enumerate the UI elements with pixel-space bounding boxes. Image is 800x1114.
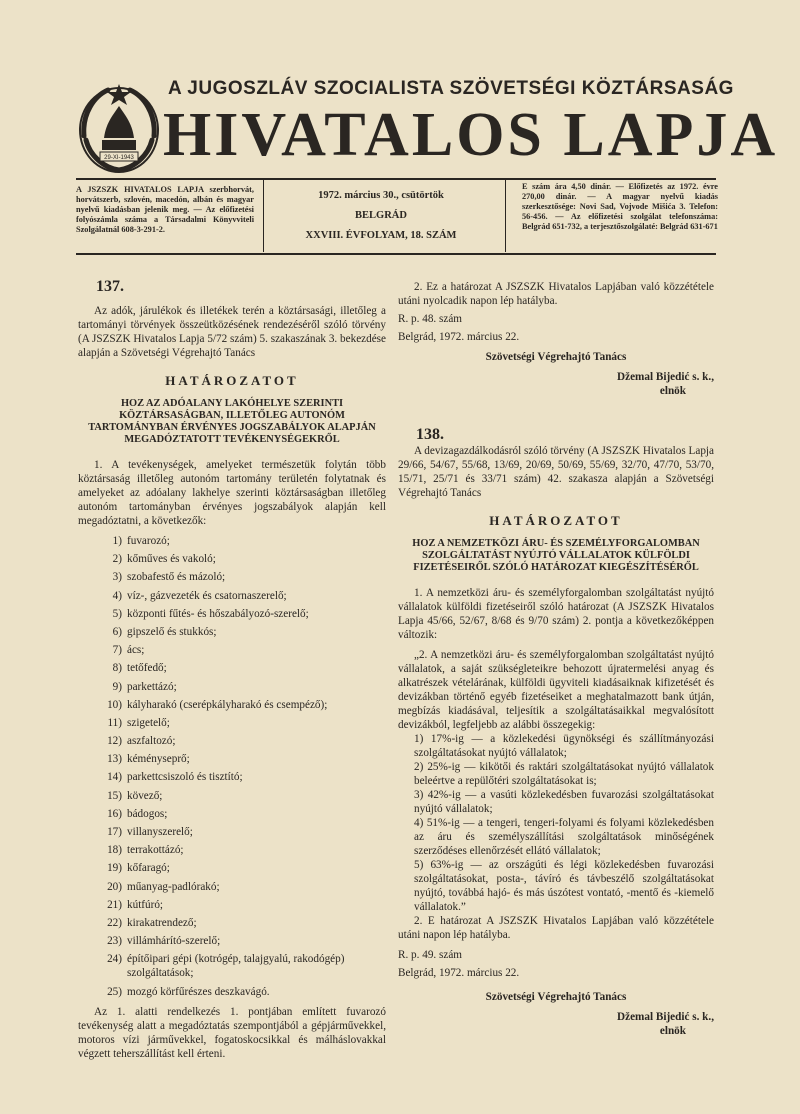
activity-item (78, 752, 386, 766)
activity-item-text: központi fűtés- és hőszabályozó-szerelő; (127, 607, 309, 620)
activity-item-text: szobafestő és mázoló; (127, 571, 226, 584)
decision-138-council: Szövetségi Végrehajtó Tanács (485, 991, 627, 1003)
decision-137-signer: Džemal Bijedić s. k., (617, 371, 714, 383)
decision-138-ref: R. p. 49. szám (398, 949, 463, 961)
masthead-title: HIVATALOS LAPJA (163, 101, 779, 169)
activity-item (78, 661, 386, 675)
activity-item-number: 15) (107, 789, 122, 802)
activity-item-text: kútfúró; (127, 898, 164, 911)
activity-item (78, 825, 386, 839)
decision-138-paragraph-2: „2. A nemzetközi áru- és személyforgalomban szolgáltatást nyújtó vállalatok, a saját szükségleteikre behozott újratermelési anyag és alkatrészek vételárának, külföldi ügyviteli kiadásaiknak kifizetését és devizákban történő egyéb fizetéseiket a meghatalmazott bank útján, megbízás kiadásával, teljesítik a szolgáltatásaikkal megvalósított devizákból, legfeljebb az alábbi összegekig: (398, 649, 714, 731)
activity-item (78, 952, 386, 980)
activity-item-number: 6) (112, 625, 122, 638)
left-column (78, 280, 386, 1061)
activity-item (78, 843, 386, 857)
activity-item-text: ács; (127, 644, 145, 657)
activity-item-text: tetőfedő; (127, 662, 167, 675)
activity-item-number: 2) (112, 553, 122, 566)
decision-paragraph-2: Az 1. alatti rendelkezés 1. pontjában említett fuvarozó tevékenység alatt a megadóztatás szempontjából a gépjárművekkel, motoros vízi járművekkel, fogatoskocsikkal és málháslovakkal végzett teherszállítást kell érteni. (78, 1005, 386, 1060)
header-rule-top (76, 178, 716, 180)
activity-item (78, 534, 386, 548)
activity-item-number: 17) (107, 826, 122, 838)
right-column (398, 280, 714, 1038)
activity-item-text: mozgó körfűrészes deszkavágó. (127, 985, 270, 998)
activity-item (78, 698, 386, 712)
activity-item (78, 680, 386, 694)
state-emblem-icon (76, 78, 162, 176)
emblem-banner: 29-XI-1943 (104, 155, 134, 161)
rate-item: 3) 42%-ig — a vasúti közlekedésben fuvarozási szolgáltatásokat nyújtó vállalatok; (414, 789, 714, 815)
activity-item-number: 13) (107, 753, 122, 766)
activity-item-number: 12) (107, 735, 122, 748)
activity-item-number: 16) (107, 807, 122, 820)
header-issue-block (266, 186, 496, 246)
activity-item-text: szigetelő; (127, 716, 170, 729)
activity-item-number: 21) (107, 898, 122, 911)
activity-item (78, 589, 386, 603)
rate-list (398, 732, 714, 914)
activity-item (78, 880, 386, 894)
activity-item-number: 20) (107, 880, 122, 893)
activity-item (78, 789, 386, 803)
activity-item (78, 625, 386, 639)
header-price-info: E szám ára 4,50 dinár. — Előfizetés az 1972. évre 270,00 dinár. — A magyar nyelvű kiadás szerkesztősége: Novi Sad, Vojvode Mišića 3. Telefon: 56-456. — Az előfizetési szolgálat telefonszáma: Belgrád 651-732, a terjesztőszolgálaté: Belgrád 631-671 (522, 182, 718, 231)
activity-item-text: parkettcsiszoló és tisztító; (127, 771, 243, 784)
header-divider-right (505, 180, 506, 252)
activity-item-text: villámhárító-szerelő; (127, 935, 221, 948)
activity-item-number: 18) (107, 844, 122, 857)
issue-date: 1972. március 30., csütörtök (318, 190, 444, 201)
decision-paragraph-1: 1. A tevékenységek, amelyeket természetük folytán több köztársaság illetőleg autonóm tartomány területén folytatnak és amelyeket az adóalany lakhelye szerinti köztársaságban illetőleg autonóm tartományban érvényes jogszabályok alapján kell megadóztatni, a következők: (78, 459, 386, 527)
activity-item-number: 4) (112, 589, 122, 602)
activity-item-number: 5) (112, 607, 122, 620)
decision-138-subtitle: HOZ A NEMZETKÖZI ÁRU- ÉS SZEMÉLYFORGALOMBAN SZOLGÁLTATÁST NYÚJTÓ VÁLLALATOK KÜLFÖLDI FIZETÉSEIRŐL SZÓLÓ HATÁROZAT KIEGÉSZÍTÉSÉRŐL (412, 538, 700, 573)
activity-item-text: kőműves és vakoló; (127, 553, 216, 566)
decision-intro: Az adók, járulékok és illetékek terén a köztársasági, illetőleg a tartományi törvények összeütközésének rendezéséről szóló törvény (A JSZSZK Hivatalos Lapja 5/72 szám) 5. szakaszának 3. bekezdése alapján a Szövetségi Végrehajtó Tanács (78, 305, 386, 359)
activity-item (78, 716, 386, 730)
decision-subtitle: HOZ AZ ADÓALANY LAKÓHELYE SZERINTI KÖZTÁRSASÁGBAN, ILLETŐLEG AUTONÓM TARTOMÁNYBAN ÉRVÉNYES JOGSZABÁLYOK ALAPJÁN MEGADÓZTATOTT TEVÉKENYSÉGEKRŐL (88, 398, 376, 445)
decision-138-intro: A devizagazdálkodásról szóló törvény (A JSZSZK Hivatalos Lapja 29/66, 54/67, 55/68, 13/69, 20/69, 50/69, 55/69, 32/70, 47/70, 53/70, 15/71, 25/71 és 33/71 szám) 42. szakasza alapján a Szövetségi Végrehajtó Tanács (398, 445, 714, 499)
activity-item (78, 807, 386, 821)
activity-item (78, 916, 386, 930)
activity-item-number: 10) (107, 698, 122, 711)
activity-item-number: 8) (112, 662, 122, 675)
activity-item (78, 985, 386, 999)
activity-item-text: parkettázó; (127, 680, 177, 693)
activity-item-text: villanyszerelő; (127, 826, 193, 838)
activity-list (78, 534, 386, 999)
activity-item (78, 734, 386, 748)
activity-item-number: 3) (112, 571, 122, 584)
activity-item (78, 643, 386, 657)
activity-item-number: 22) (107, 916, 122, 929)
activity-item-text: építőipari gépi (kotrógép, talajgyalú, rakodógép) szolgáltatások; (127, 953, 345, 980)
activity-item-text: gipszelő és stukkós; (127, 625, 217, 638)
decision-heading: HATÁROZATOT (165, 373, 299, 388)
activity-item-number: 1) (112, 535, 122, 547)
activity-item-text: terrakottázó; (127, 844, 184, 857)
activity-item-text: kőfaragó; (127, 862, 170, 875)
decision-138-paragraph-1: 1. A nemzetközi áru- és személyforgalomban szolgáltatást nyújtó vállalatok külföldi fizetéseiről szóló határozat (A JSZSZK Hivatalos Lapja 45/66, 52/67, 8/68 és 9/70 szám) 2. pontja a következőképpen változik: (398, 587, 714, 641)
activity-item (78, 934, 386, 948)
activity-item-text: kirakatrendező; (127, 916, 197, 929)
activity-item-number: 9) (112, 680, 122, 693)
activity-item-text: kövező; (127, 789, 163, 802)
decision-138-heading: HATÁROZATOT (489, 513, 623, 528)
rate-item: 5) 63%-ig — az országúti és légi közlekedésben fuvarozási szolgáltatásokat, posta-, távíró és távbeszélő szolgáltatásokat nyújtó, továbbá hajó- és más úszótest vontató, -mentő és -kiemelő vállalatok.” (414, 859, 714, 913)
rate-item: 1) 17%-ig — a közlekedési ügynökségi és szállítmányozási szolgáltatásokat nyújtó vállalatok; (414, 733, 714, 759)
decision-137-role: elnök (659, 385, 686, 397)
activity-item-text: kályharakó (cserépkályharakó és csempéző); (127, 698, 328, 711)
activity-item (78, 898, 386, 912)
decision-138-signer: Džemal Bijedić s. k., (617, 1011, 714, 1023)
activity-item-text: víz-, gázvezeték és csatornaszerelő; (127, 589, 287, 602)
activity-item-number: 23) (107, 935, 122, 948)
decision-137-ref: R. p. 48. szám (398, 313, 463, 325)
decision-number: 137. (96, 278, 124, 295)
decision-137-closing: 2. Ez a határozat A JSZSZK Hivatalos Lapjában való közzététele utáni nyolcadik napon lép hatályba. (398, 281, 714, 307)
activity-item (78, 770, 386, 784)
activity-item-number: 14) (107, 771, 122, 784)
decision-138-role: elnök (659, 1025, 686, 1037)
decision-138-date: Belgrád, 1972. március 22. (398, 967, 520, 979)
decision-137-council: Szövetségi Végrehajtó Tanács (485, 351, 627, 363)
activity-item-text: műanyag-padlórakó; (127, 880, 220, 893)
rate-item: 4) 51%-ig — a tengeri, tengeri-folyami és folyami közlekedésben az áru és személyszállítási szolgáltatások minőségének szerződéses ellenőrzését ellátó vállalatok; (414, 817, 714, 857)
activity-item-number: 24) (107, 953, 122, 966)
decision-138-paragraph-3: 2. E határozat A JSZSZK Hivatalos Lapjában való közzététele utáni napon lép hatályba. (398, 915, 714, 941)
activity-item-text: fuvarozó; (127, 535, 170, 547)
header-rule-bottom (76, 253, 716, 255)
activity-item-number: 25) (107, 985, 122, 998)
activity-item (78, 552, 386, 566)
activity-item (78, 861, 386, 875)
activity-item-text: aszfaltozó; (127, 735, 176, 748)
issue-volume: XXVIII. ÉVFOLYAM, 18. SZÁM (305, 230, 457, 241)
activity-item-number: 11) (107, 716, 122, 729)
header-publication-info: A JSZSZK HIVATALOS LAPJA szerbhorvát, horvátszerb, szlovén, macedón, albán és magyar nyelvű kiadásban jelenik meg. — Az előfizetési folyószámla száma a Társadalmi Könyvviteli Szolgálatnál 608-3-291-2. (76, 185, 254, 234)
issue-place: BELGRÁD (355, 210, 407, 221)
activity-item-text: bádogos; (127, 807, 168, 820)
activity-item (78, 570, 386, 584)
activity-item-number: 19) (107, 862, 122, 875)
rate-item: 2) 25%-ig — kikötői és raktári szolgáltatásokat nyújtó vállalatok beleértve a repülőtéri szolgáltatásokat is; (414, 761, 714, 787)
header-divider-left (263, 180, 264, 252)
activity-item-number: 7) (112, 644, 122, 657)
decision-number-138: 138. (416, 426, 444, 443)
decision-137-date: Belgrád, 1972. március 22. (398, 331, 520, 343)
masthead-supertitle: A JUGOSZLÁV SZOCIALISTA SZÖVETSÉGI KÖZTÁRSASÁG (168, 78, 734, 99)
activity-item-text: kéményseprő; (127, 753, 190, 766)
activity-item (78, 607, 386, 621)
